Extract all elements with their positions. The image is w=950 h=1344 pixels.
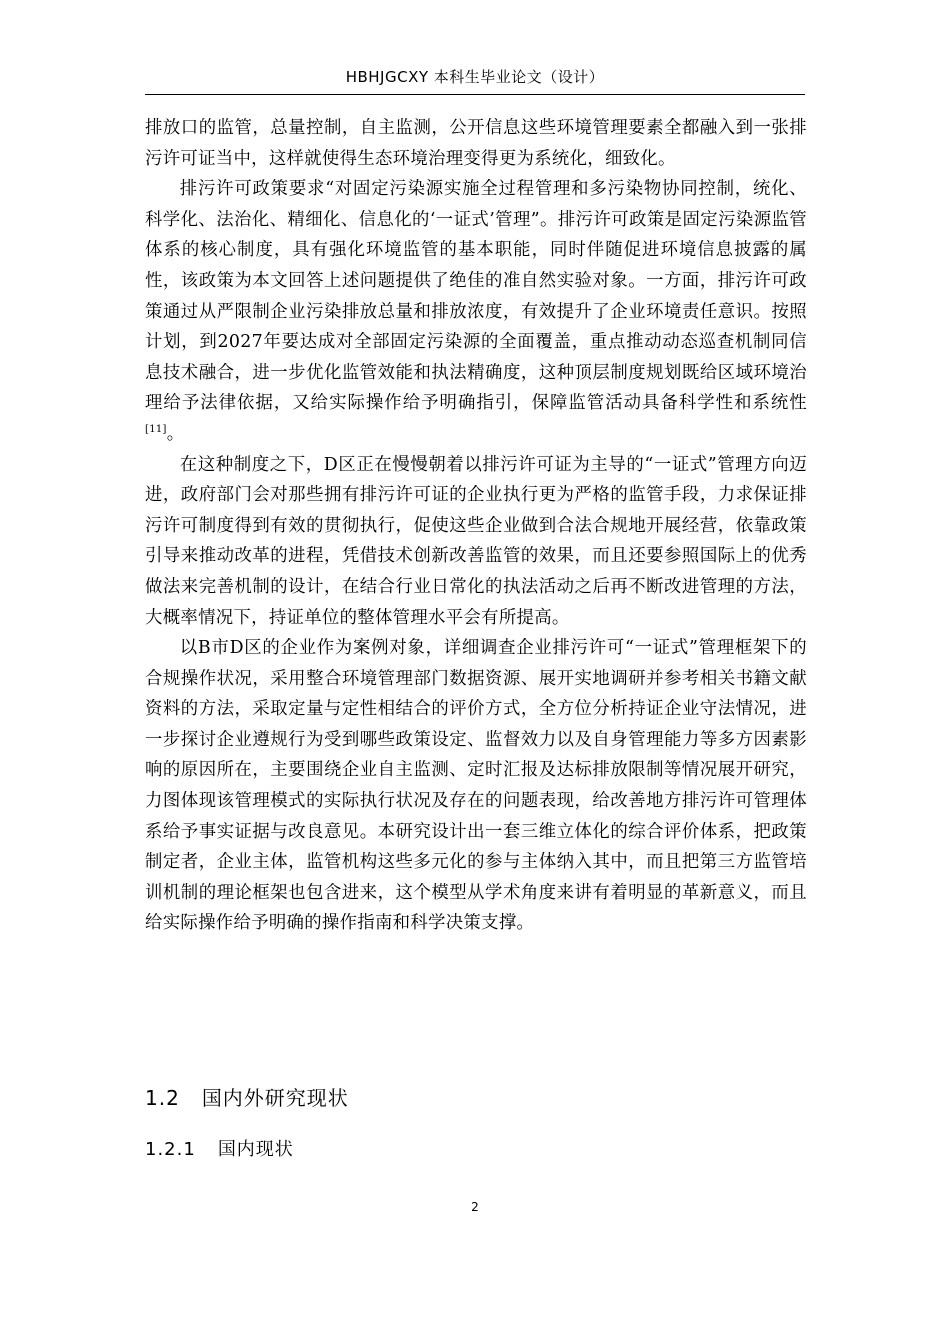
citation-reference: [11]: [145, 424, 167, 436]
section-title: 国内外研究现状: [201, 1086, 349, 1110]
subsection-title: 国内现状: [217, 1139, 294, 1160]
header-divider: [145, 94, 805, 95]
paragraph: [145, 450, 807, 634]
paragraph-continued: [145, 113, 807, 174]
running-header-title: HBHJGCXY 本科生毕业论文（设计）: [345, 68, 605, 86]
paragraph-text: 排放口的监管，总量控制，自主监测，公开信息这些环境管理要素全都融入到一张排污许可证当中，这样就使得生态环境治理变得更为系统化，细致化。: [145, 118, 807, 169]
body-text: [145, 113, 807, 939]
paragraph-tail: 。: [166, 423, 185, 444]
section-number: 1.2: [145, 1086, 180, 1110]
subsection-heading: [145, 1135, 294, 1161]
paragraph: [145, 174, 807, 449]
subsection-number: 1.2.1: [145, 1139, 196, 1160]
paragraph-text: 在这种制度之下，D区正在慢慢朝着以排污许可证为主导的“一证式”管理方向迈进，政府部门会对那些拥有排污许可证的企业执行更为严格的监管手段，力求保证排污许可制度得到有效的贯彻执行，促使这些企业做到合法合规地开展经营，依靠政策引导来推动改革的进程，凭借技术创新改善监管的效果，而且还要参照国际上的优秀做法来完善机制的设计，在结合行业日常化的执法活动之后再不断改进管理的方法，大概率情况下，持证单位的整体管理水平会有所提高。: [145, 454, 807, 628]
page-number: 2: [471, 1200, 479, 1214]
paragraph: [145, 633, 807, 939]
running-header: [0, 66, 950, 87]
paragraph-text: 以B市D区的企业作为案例对象，详细调查企业排污许可“一证式”管理框架下的合规操作状况，采用整合环境管理部门数据资源、展开实地调研并参考相关书籍文献资料的方法，采取定量与定性相结合的评价方式，全方位分析持证企业守法情况，进一步探讨企业遵规行为受到哪些政策设定、监督效力以及自身管理能力等多方因素影响的原因所在，主要围绕企业自主监测、定时汇报及达标排放限制等情况展开研究，力图体现该管理模式的实际执行状况及存在的问题表现，给改善地方排污许可管理体系给予事实证据与改良意见。本研究设计出一套三维立体化的综合评价体系，把政策制定者，企业主体，监管机构这些多元化的参与主体纳入其中，而且把第三方监管培训机制的理论框架也包含进来，这个模型从学术角度来讲有着明显的革新意义，而且给实际操作给予明确的操作指南和科学决策支撑。: [145, 638, 807, 934]
paragraph-text: 排污许可政策要求“对固定污染源实施全过程管理和多污染物协同控制，统化、科学化、法治化、精细化、信息化的‘一证式’管理”。排污许可政策是固定污染源监管体系的核心制度，具有强化环境监管的基本职能，同时伴随促进环境信息披露的属性，该政策为本文回答上述问题提供了绝佳的准自然实验对象。一方面，排污许可政策通过从严限制企业污染排放总量和排放浓度，有效提升了企业环境责任意识。按照计划，到2027年要达成对全部固定污染源的全面覆盖，重点推动动态巡查机制同信息技术融合，进一步优化监管效能和执法精确度，这种顶层制度规划既给区域环境治理给予法律依据，又给实际操作给予明确指引，保障监管活动具备科学性和系统性: [145, 179, 807, 414]
section-heading: [145, 1082, 349, 1111]
